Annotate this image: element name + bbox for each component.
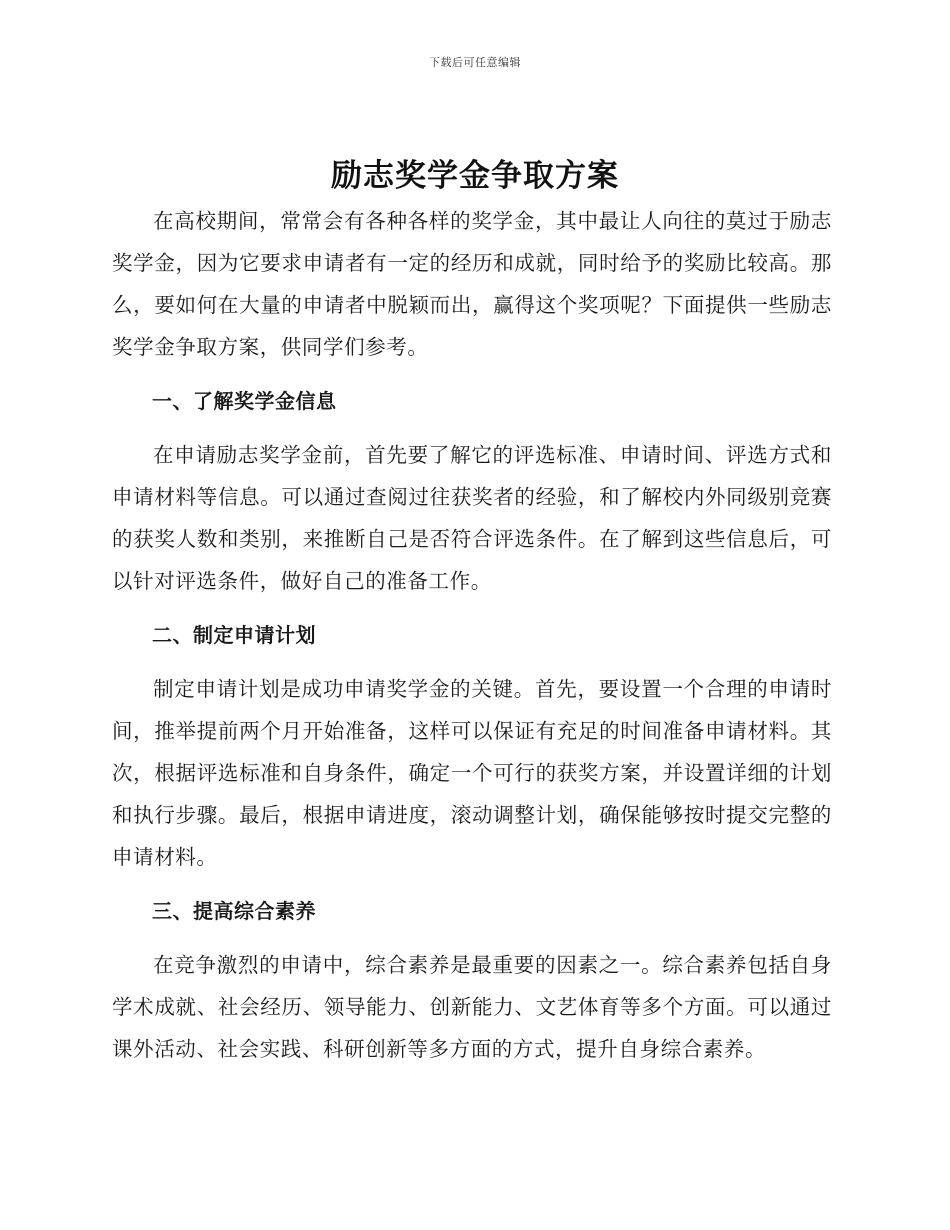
document-title: 励志奖学金争取方案 [331, 158, 619, 194]
document-body [112, 200, 832, 1070]
section-heading-2: 二、制定申请计划 [152, 623, 316, 647]
section-heading-1: 一、了解奖学金信息 [152, 389, 337, 413]
section-paragraph-2: 制定申请计划是成功申请奖学金的关键。首先，要设置一个合理的申请时间，推举提前两个月开始准备，这样可以保证有充足的时间准备申请材料。其次，根据评选标准和自身条件，确定一个可行的获奖方案，并设置详细的计划和执行步骤。最后，根据申请进度，滚动调整计划，确保能够按时提交完整的申请材料。 [112, 677, 832, 869]
section-paragraph-3: 在竞争激烈的申请中，综合素养是最重要的因素之一。综合素养包括自身学术成就、社会经历、领导能力、创新能力、文艺体育等多个方面。可以通过课外活动、社会实践、科研创新等多方面的方式，提升自身综合素养。 [112, 953, 832, 1061]
header-note: 下载后可任意编辑 [429, 56, 521, 69]
section-heading-3: 三、提高综合素养 [152, 899, 316, 923]
intro-paragraph: 在高校期间，常常会有各种各样的奖学金，其中最让人向往的莫过于励志奖学金，因为它要求申请者有一定的经历和成就，同时给予的奖励比较高。那么，要如何在大量的申请者中脱颖而出，赢得这个奖项呢？下面提供一些励志奖学金争取方案，供同学们参考。 [112, 209, 832, 359]
section-paragraph-1: 在申请励志奖学金前，首先要了解它的评选标准、申请时间、评选方式和申请材料等信息。可以通过查阅过往获奖者的经验，和了解校内外同级别竞赛的获奖人数和类别，来推断自己是否符合评选条件。在了解到这些信息后，可以针对评选条件，做好自己的准备工作。 [112, 443, 832, 593]
